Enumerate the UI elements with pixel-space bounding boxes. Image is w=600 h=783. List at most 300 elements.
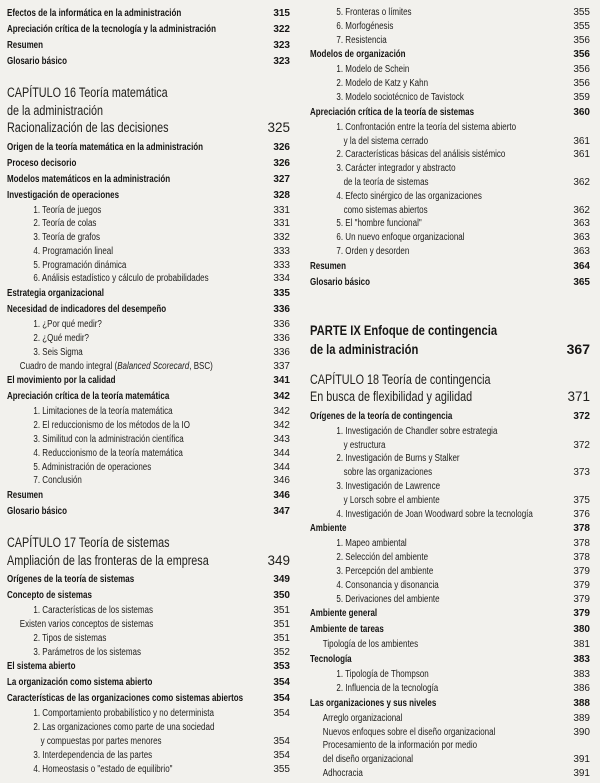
toc-entry-line: de la administración (7, 102, 104, 118)
toc-entry-line: El sistema abierto (7, 661, 76, 673)
toc-entry (310, 77, 590, 91)
toc-entry-page-number: 325 (267, 120, 290, 135)
toc-entry-segment: Cuadro de mando integral ( (19, 360, 118, 372)
toc-entry (7, 6, 290, 22)
toc-entry-line: 4. Efecto sinérgico de las organizaciones (336, 190, 482, 202)
toc-entry (310, 47, 590, 63)
toc-entry-line: Orígenes de la teoría de sistemas (7, 574, 135, 586)
toc-entry-line: 2. ¿Qué medir? (33, 333, 89, 345)
toc-chapter-entry (7, 84, 290, 137)
toc-entry-title (310, 452, 568, 480)
toc-entry (7, 419, 290, 433)
toc-entry-line: 5. Administración de operaciones (33, 461, 152, 473)
toc-entry-line: Investigación de operaciones (7, 189, 120, 201)
toc-entry-page-number: 350 (273, 590, 290, 602)
toc-entry (7, 156, 290, 172)
toc-entry-line: Ampliación de las fronteras de la empresa (7, 552, 209, 568)
toc-entry-line: 2. Características básicas del análisis sistémico (336, 149, 506, 161)
toc-entry (7, 763, 290, 777)
toc-entry (310, 712, 590, 726)
toc-entry-line: Nuevos enfoques sobre el diseño organizacional (322, 726, 496, 738)
toc-entry (310, 217, 590, 231)
toc-entry-line: y Lorsch sobre el ambiente (343, 494, 440, 506)
toc-entry (7, 22, 290, 38)
toc-entry-title (310, 425, 568, 453)
toc-entry (7, 318, 290, 332)
toc-entry-page-number: 353 (273, 661, 290, 673)
toc-entry-title (7, 360, 268, 374)
toc-entry-page-number: 375 (573, 494, 590, 506)
toc-entry-line: 2. Modelo de Katz y Kahn (336, 78, 429, 90)
toc-entry-line: de la administración (310, 340, 419, 357)
toc-entry-title (7, 84, 262, 137)
toc-entry-title (310, 521, 568, 537)
toc-entry-line: Glosario básico (310, 276, 371, 288)
toc-entry-page-number: 351 (273, 605, 290, 617)
toc-entry-line: Orígenes de la teoría de contingencia (310, 410, 453, 422)
toc-entry-title (7, 618, 268, 632)
toc-entry (7, 332, 290, 346)
toc-entry-title (310, 34, 568, 48)
toc-entry (7, 646, 290, 660)
toc-entry-line: Procesamiento de la información por medio (322, 740, 478, 752)
toc-entry-page-number: 378 (573, 552, 590, 564)
toc-entry-line: Glosario básico (7, 506, 68, 518)
toc-entry (310, 409, 590, 425)
toc-entry-page-number: 346 (273, 490, 290, 502)
toc-entry-line: 3. Similitud con la administración científica (33, 434, 184, 446)
toc-entry-page-number: 363 (573, 232, 590, 244)
toc-entry-title (7, 172, 268, 188)
toc-entry-title (310, 682, 568, 696)
toc-entry-line: 2. El reduccionismo de los métodos de la IO (33, 420, 190, 432)
toc-entry-page-number: 337 (273, 360, 290, 372)
toc-entry-page-number: 315 (273, 8, 290, 19)
toc-entry-line: Apreciación crítica de la tecnología y la administración (7, 24, 216, 35)
toc-entry-title (7, 675, 268, 691)
toc-entry-title (7, 749, 268, 763)
toc-entry (7, 707, 290, 721)
toc-entry-page-number: 386 (573, 682, 590, 694)
toc-entry-page-number: 379 (573, 565, 590, 577)
toc-entry-line: La organización como sistema abierto (7, 677, 153, 689)
toc-entry-line: 4. Reduccionismo de la teoría matemática (33, 447, 183, 459)
toc-entry (310, 579, 590, 593)
toc-entry-line: CAPÍTULO 16 Teoría matemática (7, 85, 168, 100)
toc-entry-page-number: 354 (273, 693, 290, 705)
toc-entry (310, 565, 590, 579)
toc-entry-page-number: 326 (273, 157, 290, 169)
toc-entry-title (310, 565, 568, 579)
toc-entry-title (310, 63, 568, 77)
toc-entry (310, 696, 590, 712)
toc-entry-title (7, 332, 268, 346)
toc-entry-title (310, 579, 568, 593)
toc-entry (7, 259, 290, 273)
toc-entry (310, 190, 590, 218)
toc-entry-title (310, 47, 568, 63)
toc-entry (310, 508, 590, 522)
toc-entry-title (310, 371, 562, 406)
toc-entry-line: 1. Comportamiento probabilístico y no determinista (33, 708, 214, 720)
toc-entry (7, 346, 290, 360)
toc-entry-page-number: 351 (273, 619, 290, 631)
toc-entry-line (7, 360, 216, 374)
toc-entry-line: 5. Fronteras o límites (336, 7, 412, 18)
toc-entry-line: 1. Investigación de Chandler sobre estrategia (336, 425, 498, 437)
toc-entry-line: Apreciación crítica de la teoría de sistemas (310, 106, 475, 118)
toc-entry (7, 572, 290, 588)
toc-entry-title (310, 20, 568, 34)
toc-entry (7, 272, 290, 286)
toc-entry-line: 1. Teoría de juegos (33, 204, 102, 216)
toc-entry (7, 461, 290, 475)
toc-entry-title (7, 419, 268, 433)
toc-part-entry (310, 321, 590, 359)
toc-entry-page-number: 381 (573, 639, 590, 651)
toc-entry (7, 474, 290, 488)
toc-entry-page-number: 363 (573, 245, 590, 257)
toc-entry-line: del diseño organizacional (322, 754, 414, 766)
toc-chapter-entry (7, 534, 290, 569)
toc-entry-title (7, 588, 268, 604)
toc-entry-line: Las organizaciones y sus niveles (310, 697, 437, 709)
toc-entry (7, 618, 290, 632)
toc-entry-title (310, 593, 568, 607)
toc-entry-title (7, 272, 268, 286)
toc-entry-page-number: 356 (573, 34, 590, 46)
toc-entry (310, 148, 590, 162)
toc-entry-page-number: 371 (567, 389, 590, 405)
toc-entry-page-number: 347 (273, 506, 290, 518)
toc-entry (310, 638, 590, 652)
toc-entry-line: 2. Influencia de la tecnología (336, 682, 439, 694)
toc-entry-title (310, 231, 568, 245)
toc-entry-line: Resumen (7, 490, 44, 502)
toc-entry (7, 721, 290, 749)
toc-entry (310, 34, 590, 48)
toc-entry-segment-italic: Balanced Scorecard (117, 360, 190, 372)
toc-entry-page-number: 391 (573, 767, 590, 779)
toc-entry-title (7, 691, 268, 707)
toc-entry-line: Origen de la teoría matemática en la administración (7, 141, 204, 153)
toc-entry-line: 1. Mapeo ambiental (336, 538, 407, 550)
toc-entry (310, 726, 590, 740)
toc-entry (7, 245, 290, 259)
toc-entry-page-number: 359 (573, 91, 590, 103)
toc-entry (310, 162, 590, 190)
toc-entry-line: 5. Programación dinámica (33, 259, 127, 271)
toc-entry-title (310, 217, 568, 231)
toc-entry (7, 691, 290, 707)
toc-entry-title (310, 696, 568, 712)
toc-entry-line: 3. Investigación de Lawrence (336, 480, 441, 492)
toc-entry-page-number: 383 (573, 654, 590, 666)
toc-entry-title (310, 537, 568, 551)
toc-entry-line: Concepto de sistemas (7, 590, 92, 602)
toc-entry (7, 360, 290, 374)
toc-entry-page-number: 388 (573, 697, 590, 709)
toc-entry-title (7, 54, 268, 70)
toc-entry (310, 63, 590, 77)
toc-entry-page-number: 334 (273, 273, 290, 285)
toc-entry-page-number: 344 (273, 461, 290, 473)
toc-entry-page-number: 332 (273, 232, 290, 244)
toc-entry-title (7, 763, 268, 777)
toc-entry-title (310, 162, 568, 190)
toc-entry (310, 682, 590, 696)
toc-entry (7, 588, 290, 604)
toc-entry-line: 1. ¿Por qué medir? (33, 319, 102, 331)
toc-entry-page-number: 372 (573, 410, 590, 422)
toc-entry-title (7, 156, 268, 172)
toc-entry-title (7, 38, 268, 54)
toc-entry-page-number: 354 (273, 708, 290, 720)
toc-entry-line: y estructura (343, 439, 386, 451)
toc-entry-line: 2. Las organizaciones como parte de una sociedad (33, 722, 215, 734)
toc-entry-line: 2. Teoría de colas (33, 218, 97, 230)
toc-entry-line: 1. Confrontación entre la teoría del sistema abierto (336, 121, 517, 133)
toc-entry-line: 6. Morfogénesis (336, 20, 394, 32)
toc-entry (7, 405, 290, 419)
toc-entry-title (7, 721, 268, 749)
toc-entry (7, 54, 290, 70)
toc-entry-line: Apreciación crítica de la teoría matemática (7, 391, 170, 403)
toc-entry-title (310, 409, 568, 425)
toc-entry-line: Adhocracia (322, 767, 363, 779)
toc-entry-page-number: 379 (573, 608, 590, 620)
toc-entry-line: 3. Interdependencia de las partes (33, 749, 153, 761)
toc-entry (310, 91, 590, 105)
toc-entry-title (7, 433, 268, 447)
toc-entry (7, 675, 290, 691)
toc-entry-title (310, 105, 568, 121)
toc-entry-title (7, 22, 268, 38)
toc-entry (7, 217, 290, 231)
toc-entry-title (7, 488, 268, 504)
toc-entry-line: 3. Carácter integrador y abstracto (336, 163, 456, 175)
toc-entry (310, 767, 590, 781)
toc-entry (310, 739, 590, 767)
toc-entry-line: PARTE IX Enfoque de contingencia (310, 321, 498, 338)
toc-entry-line: Ambiente de tareas (310, 624, 384, 636)
toc-entry-line: Ambiente general (310, 608, 378, 620)
toc-entry-page-number: 360 (573, 106, 590, 118)
toc-entry-page-number: 372 (573, 439, 590, 451)
toc-entry (7, 231, 290, 245)
toc-entry-page-number: 323 (273, 40, 290, 51)
toc-entry-page-number: 379 (573, 593, 590, 605)
toc-entry-page-number: 328 (273, 189, 290, 201)
toc-entry-line: de la teoría de sistemas (343, 176, 429, 188)
toc-entry-page-number: 335 (273, 288, 290, 300)
toc-entry (7, 659, 290, 675)
toc-entry (310, 105, 590, 121)
toc-entry-title (7, 604, 268, 618)
toc-entry (7, 140, 290, 156)
toc-entry-line: 1. Características de los sistemas (33, 605, 153, 617)
toc-entry (310, 231, 590, 245)
toc-entry-title (310, 668, 568, 682)
toc-entry-line: 2. Investigación de Burns y Stalker (336, 453, 460, 465)
toc-entry-page-number: 355 (273, 763, 290, 775)
toc-entry-title (310, 712, 568, 726)
toc-entry-title (310, 508, 568, 522)
toc-entry-line: Existen varios conceptos de sistemas (19, 619, 154, 631)
toc-entry-line: Ambiente (310, 523, 347, 535)
toc-entry (7, 302, 290, 318)
toc-entry-page-number: 376 (573, 508, 590, 520)
toc-entry-title (310, 551, 568, 565)
toc-entry-line: y la del sistema cerrado (343, 135, 429, 147)
toc-entry-line: El movimiento por la calidad (7, 375, 116, 387)
toc-entry-line: 6. Un nuevo enfoque organizacional (336, 232, 465, 244)
toc-entry-line: 2. Selección del ambiente (336, 552, 429, 564)
toc-entry-line: 7. Orden y desorden (336, 245, 410, 257)
toc-entry-page-number: 361 (573, 149, 590, 161)
toc-entry-title (7, 245, 268, 259)
toc-entry-title (310, 121, 568, 149)
toc-entry-line: 5. El "hombre funcional" (336, 218, 422, 230)
toc-entry-title (310, 91, 568, 105)
toc-entry-page-number: 379 (573, 579, 590, 591)
toc-entry-title (310, 622, 568, 638)
toc-entry-page-number: 343 (273, 434, 290, 446)
toc-entry-page-number: 342 (273, 391, 290, 403)
toc-entry (7, 504, 290, 520)
toc-entry-page-number: 383 (573, 669, 590, 681)
toc-entry-title (7, 231, 268, 245)
toc-entry-title (7, 373, 268, 389)
toc-entry (310, 593, 590, 607)
toc-entry-page-number: 346 (273, 475, 290, 487)
toc-entry-page-number: 362 (573, 176, 590, 188)
toc-entry-line: Características de las organizaciones como sistemas abiertos (7, 693, 244, 705)
toc-entry-page-number: 354 (273, 749, 290, 761)
toc-entry-line: como sistemas abiertos (343, 204, 428, 216)
toc-entry-title (7, 204, 268, 218)
toc-entry-line: 3. Teoría de grafos (33, 232, 100, 244)
toc-entry-page-number: 389 (573, 712, 590, 724)
toc-entry-page-number: 356 (573, 64, 590, 76)
toc-entry (310, 652, 590, 668)
toc-entry-title (7, 659, 268, 675)
toc-entry-title (7, 188, 268, 204)
toc-entry-page-number: 378 (573, 523, 590, 535)
toc-entry-title (310, 77, 568, 91)
toc-entry (7, 188, 290, 204)
toc-entry-line: 7. Resistencia (336, 34, 387, 46)
toc-entry-title (310, 259, 568, 275)
toc-entry-page-number: 341 (273, 375, 290, 387)
toc-entry-title (7, 217, 268, 231)
toc-entry (310, 121, 590, 149)
toc-entry-segment: , BSC) (189, 360, 213, 372)
toc-entry-line: 3. Parámetros de los sistemas (33, 646, 141, 658)
toc-entry (7, 38, 290, 54)
toc-column-right (300, 0, 600, 783)
toc-entry-title (7, 302, 268, 318)
toc-entry-line: Resumen (310, 260, 347, 272)
toc-entry-page-number: 336 (273, 304, 290, 316)
toc-entry-line: 6. Análisis estadístico y cálculo de probabilidades (33, 273, 209, 285)
toc-entry (310, 668, 590, 682)
toc-entry-page-number: 336 (273, 346, 290, 358)
toc-entry-page-number: 323 (273, 56, 290, 67)
toc-entry-title (7, 346, 268, 360)
toc-entry-line: 4. Investigación de Joan Woodward sobre la tecnología (336, 508, 533, 520)
toc-entry-title (7, 707, 268, 721)
toc-entry-page-number: 342 (273, 406, 290, 418)
toc-entry-title (310, 480, 568, 508)
toc-entry-page-number: 344 (273, 447, 290, 459)
toc-entry-line: 1. Modelo de Schein (336, 64, 410, 76)
toc-entry-title (310, 638, 568, 652)
toc-entry-title (7, 389, 268, 405)
toc-entry-page-number: 342 (273, 420, 290, 432)
toc-entry-title (7, 646, 268, 660)
toc-entry-line: 3. Modelo sociotécnico de Tavistock (336, 91, 464, 103)
toc-entry-line: 7. Conclusión (33, 475, 82, 487)
toc-entry-page-number: 390 (573, 726, 590, 738)
toc-entry-page-number: 356 (573, 49, 590, 61)
toc-entry-line: sobre las organizaciones (343, 467, 433, 479)
toc-entry-page-number: 380 (573, 624, 590, 636)
toc-entry-title (7, 318, 268, 332)
toc-entry-line: 3. Seis Sigma (33, 346, 83, 358)
toc-entry-page-number: 354 (273, 736, 290, 748)
toc-entry-page-number: 322 (273, 24, 290, 35)
toc-entry-page-number: 333 (273, 245, 290, 257)
toc-entry-title (7, 504, 268, 520)
toc-entry-page-number: 373 (573, 467, 590, 479)
toc-entry-title (7, 286, 268, 302)
toc-entry-page-number: 365 (573, 276, 590, 288)
toc-entry-title (310, 245, 568, 259)
toc-entry-line: En busca de flexibilidad y agilidad (310, 389, 473, 405)
toc-entry-title (7, 632, 268, 646)
toc-entry-page-number: 367 (566, 340, 590, 357)
toc-entry-title (310, 148, 568, 162)
toc-entry-line: CAPÍTULO 18 Teoría de contingencia (310, 371, 491, 387)
toc-entry (310, 452, 590, 480)
toc-entry-line: Efectos de la informática en la administración (7, 8, 182, 19)
toc-entry-page-number: 391 (573, 754, 590, 766)
toc-entry-title (310, 606, 568, 622)
toc-entry-line: Racionalización de las decisiones (7, 120, 169, 135)
toc-entry-line: Necesidad de indicadores del desempeño (7, 304, 167, 316)
toc-entry-page-number: 331 (273, 204, 290, 216)
toc-entry-line: Proceso decisorio (7, 157, 77, 169)
toc-entry-line: 2. Tipos de sistemas (33, 632, 107, 644)
toc-entry (7, 632, 290, 646)
toc-entry-page-number: 354 (273, 677, 290, 689)
toc-entry-line: 3. Percepción del ambiente (336, 565, 434, 577)
toc-entry (7, 447, 290, 461)
toc-entry-page-number: 378 (573, 538, 590, 550)
toc-entry-title (7, 6, 268, 22)
toc-entry (310, 480, 590, 508)
toc-entry-page-number: 362 (573, 204, 590, 216)
toc-entry-title (310, 190, 568, 218)
toc-entry (310, 537, 590, 551)
toc-entry-title (310, 739, 568, 767)
toc-entry-title (7, 447, 268, 461)
toc-entry-page-number: 355 (573, 7, 590, 18)
toc-entry-page-number: 352 (273, 646, 290, 658)
toc-entry (310, 622, 590, 638)
toc-entry-line: Glosario básico (7, 56, 68, 67)
